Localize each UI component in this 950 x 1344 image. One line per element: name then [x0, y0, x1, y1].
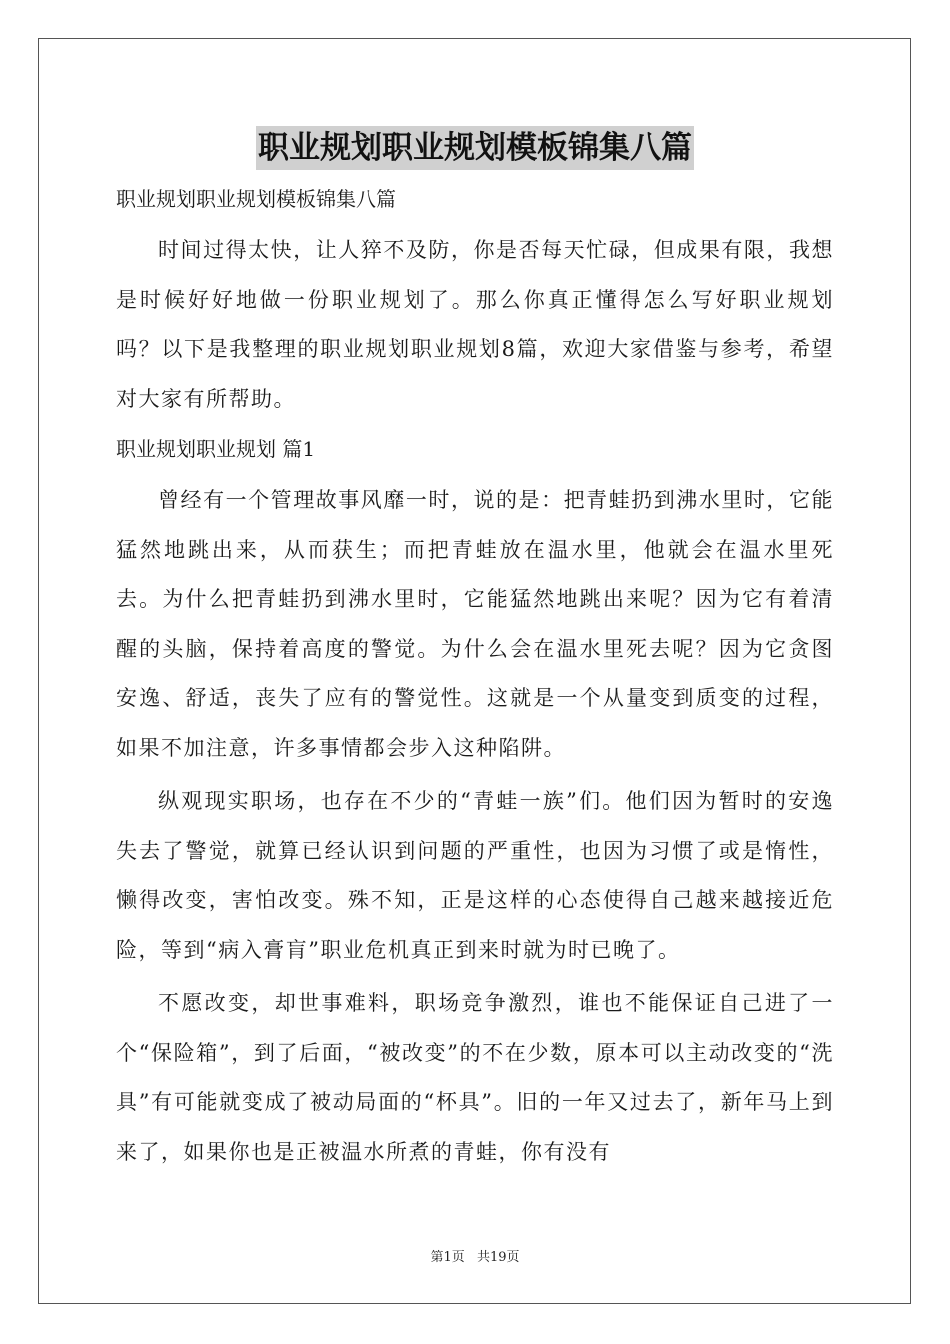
body-paragraph-2: 纵观现实职场，也存在不少的“青蛙一族”们。他们因为暂时的安逸失去了警觉，就算已经认识到问题的严重性，也因为习惯了或是惰性，懒得改变，害怕改变。殊不知，正是这样的心态使得自己越来越接近危险，等到“病入膏肓”职业危机真正到来时就为时已晚了。: [116, 789, 834, 962]
body-paragraph-1: 曾经有一个管理故事风靡一时，说的是：把青蛙扔到沸水里时，它能猛然地跳出来，从而获生；而把青蛙放在温水里，他就会在温水里死去。为什么把青蛙扔到沸水里时，它能猛然地跳出来呢？因为它有着清醒的头脑，保持着高度的警觉。为什么会在温水里死去呢？因为它贪图安逸、舒适，丧失了应有的警觉性。这就是一个从量变到质变的过程，如果不加注意，许多事情都会步入这种陷阱。: [116, 488, 834, 760]
intro-paragraph: 时间过得太快，让人猝不及防，你是否每天忙碌，但成果有限，我想是时候好好地做一份职业规划了。那么你真正懂得怎么写好职业规划吗？以下是我整理的职业规划职业规划8篇，欢迎大家借鉴与参考，希望对大家有所帮助。: [116, 238, 834, 411]
title-container: [0, 126, 950, 170]
page-footer: [0, 1246, 950, 1265]
section-heading: 职业规划职业规划 篇1: [116, 437, 316, 461]
document-subtitle: 职业规划职业规划模板锦集八篇: [116, 187, 396, 211]
body-paragraph-3: 不愿改变，却世事难料，职场竞争激烈，谁也不能保证自己进了一个“保险箱”，到了后面，“被改变”的不在少数，原本可以主动改变的“洗具”有可能就变成了被动局面的“杯具”。旧的一年又过去了，新年马上到来了，如果你也是正被温水所煮的青蛙，你有没有: [116, 991, 834, 1164]
document-title: 职业规划职业规划模板锦集八篇: [256, 126, 694, 170]
page-number: 第1页: [430, 1250, 465, 1265]
document-body: [116, 178, 834, 1177]
page-total: 共19页: [476, 1250, 520, 1265]
